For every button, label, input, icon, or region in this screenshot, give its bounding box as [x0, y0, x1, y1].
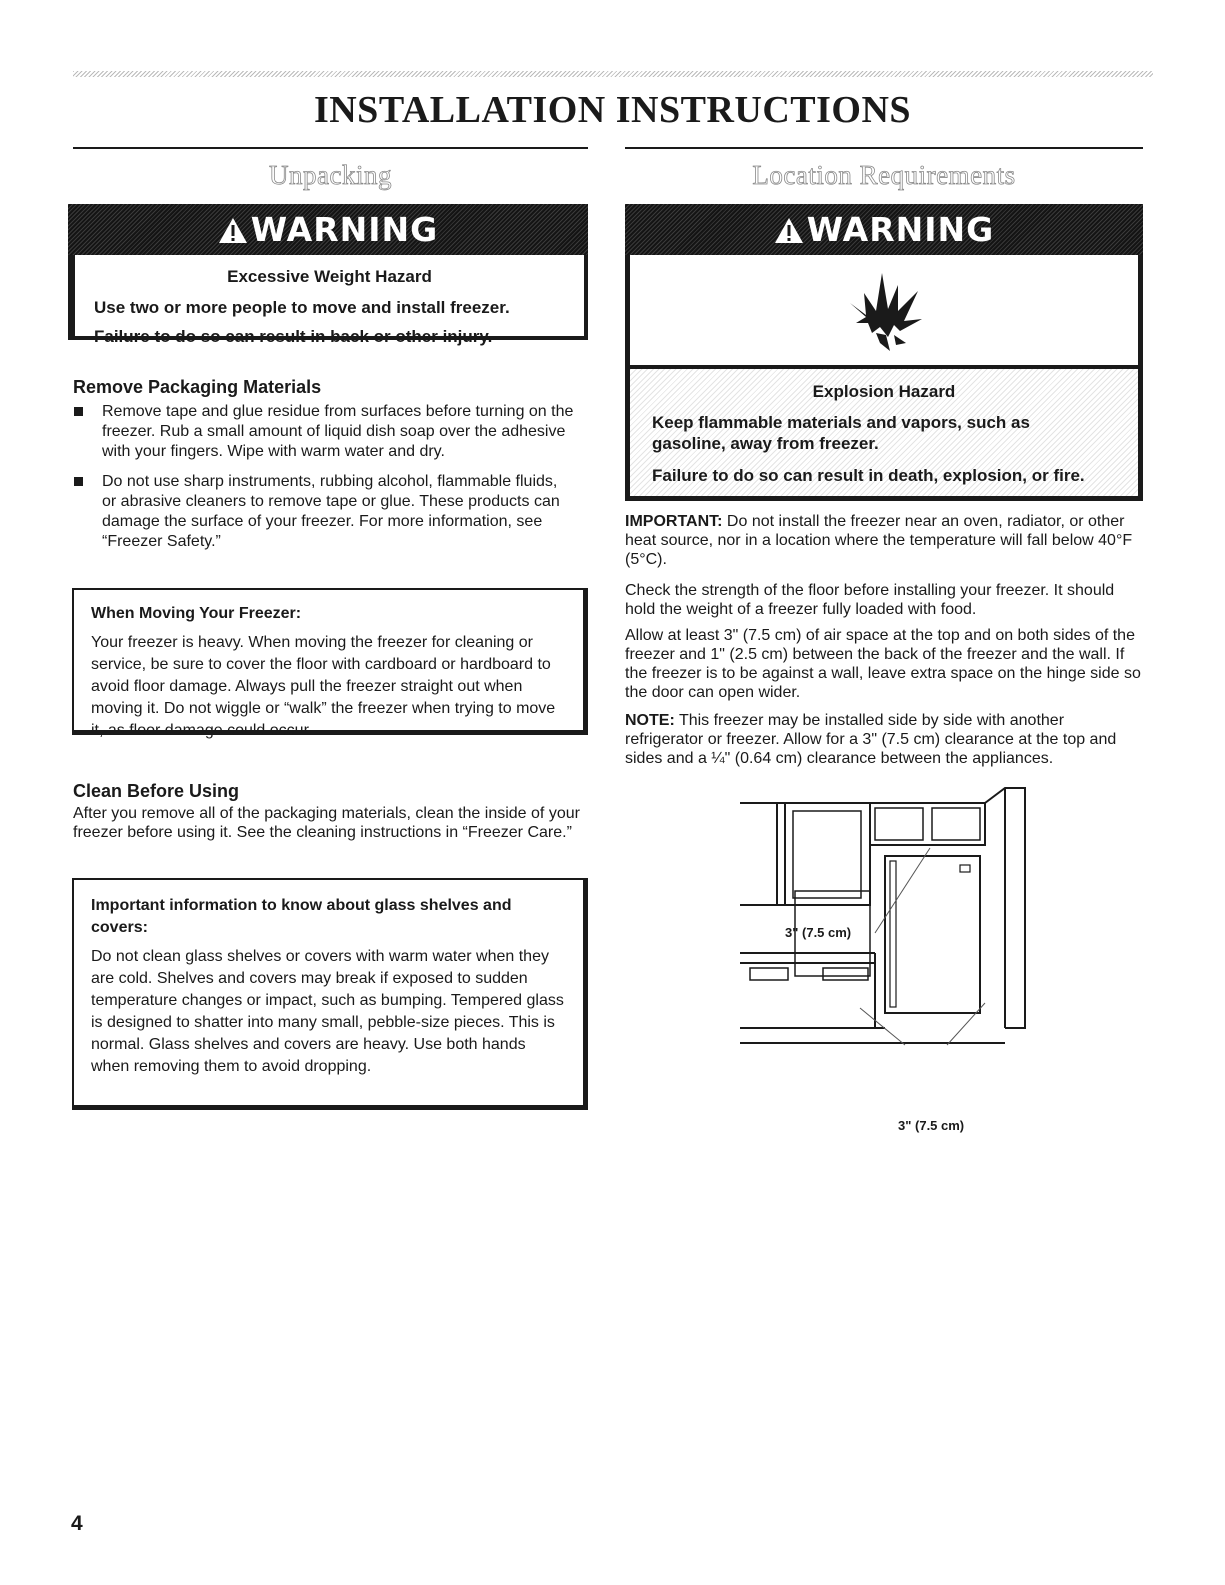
clean-before-paragraph: After you remove all of the packaging materials, clean the inside of your freezer before using it. See the cleaning instructions in “Freezer Care.”: [73, 805, 580, 841]
warning-banner-label: WARNING: [806, 210, 995, 249]
glass-shelves-box: [72, 878, 588, 1110]
important-paragraph: IMPORTANT: Do not install the freezer near an oven, radiator, or other heat source, nor in a location where the temperature will fall below 40°F (5°C).: [625, 513, 1133, 568]
moving-box-heading: When Moving Your Freezer:: [91, 605, 302, 622]
heading-clean-before-using: Clean Before Using: [73, 781, 240, 801]
warning-triangle-icon: [774, 217, 804, 244]
page-title: INSTALLATION INSTRUCTIONS: [313, 89, 912, 131]
bullet-square-icon: [74, 477, 83, 486]
glass-box-heading: Important information to know about glass shelves and covers:: [91, 897, 512, 936]
packaging-bullet-list: [70, 402, 575, 562]
list-item: Remove tape and glue residue from surfaces before turning on the freezer. Rub a small amount of liquid dish soap over the adhesive with your fingers. Wipe with warm water and dry.: [70, 402, 575, 462]
glass-box-body: Do not clean glass shelves or covers with warm water when they are cold. Shelves and covers may break if exposed to sudden temperature changes or impact, such as bumping. Tempered glass is designed to shatter into many small, pebble-size pieces. This is normal. Glass shelves and covers are heavy. Use both hands when removing them to avoid dropping.: [91, 948, 564, 1075]
moving-box-body: Your freezer is heavy. When moving the freezer for cleaning or service, be sure to cover the floor with cardboard or hardboard to avoid floor damage. Always pull the freezer straight out when moving it. Do not wiggle or “walk” the freezer when trying to move it, as floor damage could occur.: [91, 634, 556, 739]
right-column-rule: [625, 147, 1143, 149]
hazard-title: Explosion Hazard: [812, 382, 956, 401]
page-number: 4: [71, 1512, 83, 1535]
hazard-title: Excessive Weight Hazard: [227, 267, 432, 286]
hazard-line: Keep flammable materials and vapors, such as gasoline, away from freezer.: [652, 413, 1030, 453]
section-title-unpacking: Unpacking: [269, 160, 392, 190]
note-paragraph: NOTE: This freezer may be installed side by side with another refrigerator or freezer. Allow for a 3" (7.5 cm) clearance at the top and sides and a ¼" (0.64 cm) clearance between the appliances.: [625, 712, 1117, 767]
clearance-label-bottom: 3" (7.5 cm): [898, 1118, 965, 1133]
warning-triangle-icon: [218, 217, 248, 244]
explosion-icon-panel: [625, 255, 1143, 369]
heading-remove-packaging: Remove Packaging Materials: [73, 377, 322, 397]
hazard-line: Use two or more people to move and install freezer.: [94, 298, 510, 317]
left-column-rule: [73, 147, 588, 149]
floor-strength-paragraph: Check the strength of the floor before installing your freezer. It should hold the weight of a freezer fully loaded with food.: [625, 582, 1115, 618]
section-title-location: Location Requirements: [752, 160, 1016, 190]
list-item: Do not use sharp instruments, rubbing alcohol, flammable fluids, or abrasive cleaners to remove tape or glue. These products can damage the surface of your freezer. For more information, see “Freezer Safety.”: [70, 472, 575, 552]
warning-banner-label: WARNING: [250, 210, 439, 249]
clearance-label-top: 3" (7.5 cm): [785, 925, 852, 940]
warning-banner-explosion: [625, 204, 1143, 255]
moving-freezer-box: [72, 588, 588, 739]
explosion-icon: [838, 263, 928, 358]
bullet-square-icon: [74, 407, 83, 416]
warning-box-explosion: [625, 369, 1143, 501]
clearance-diagram: [735, 783, 1030, 1048]
air-space-paragraph: Allow at least 3" (7.5 cm) of air space at the top and on both sides of the freezer and 1" (2.5 cm) between the back of the freezer and the wall. If the freezer is to be against a wall, leave extra space on the hinge side so the door can open wider.: [625, 627, 1141, 701]
hazard-line: Failure to do so can result in death, explosion, or fire.: [652, 466, 1085, 485]
hazard-line: Failure to do so can result in back or other injury.: [94, 327, 493, 346]
warning-box-weight: [68, 255, 588, 346]
warning-banner-weight: [68, 204, 588, 255]
top-hatched-rule: [73, 71, 1153, 77]
